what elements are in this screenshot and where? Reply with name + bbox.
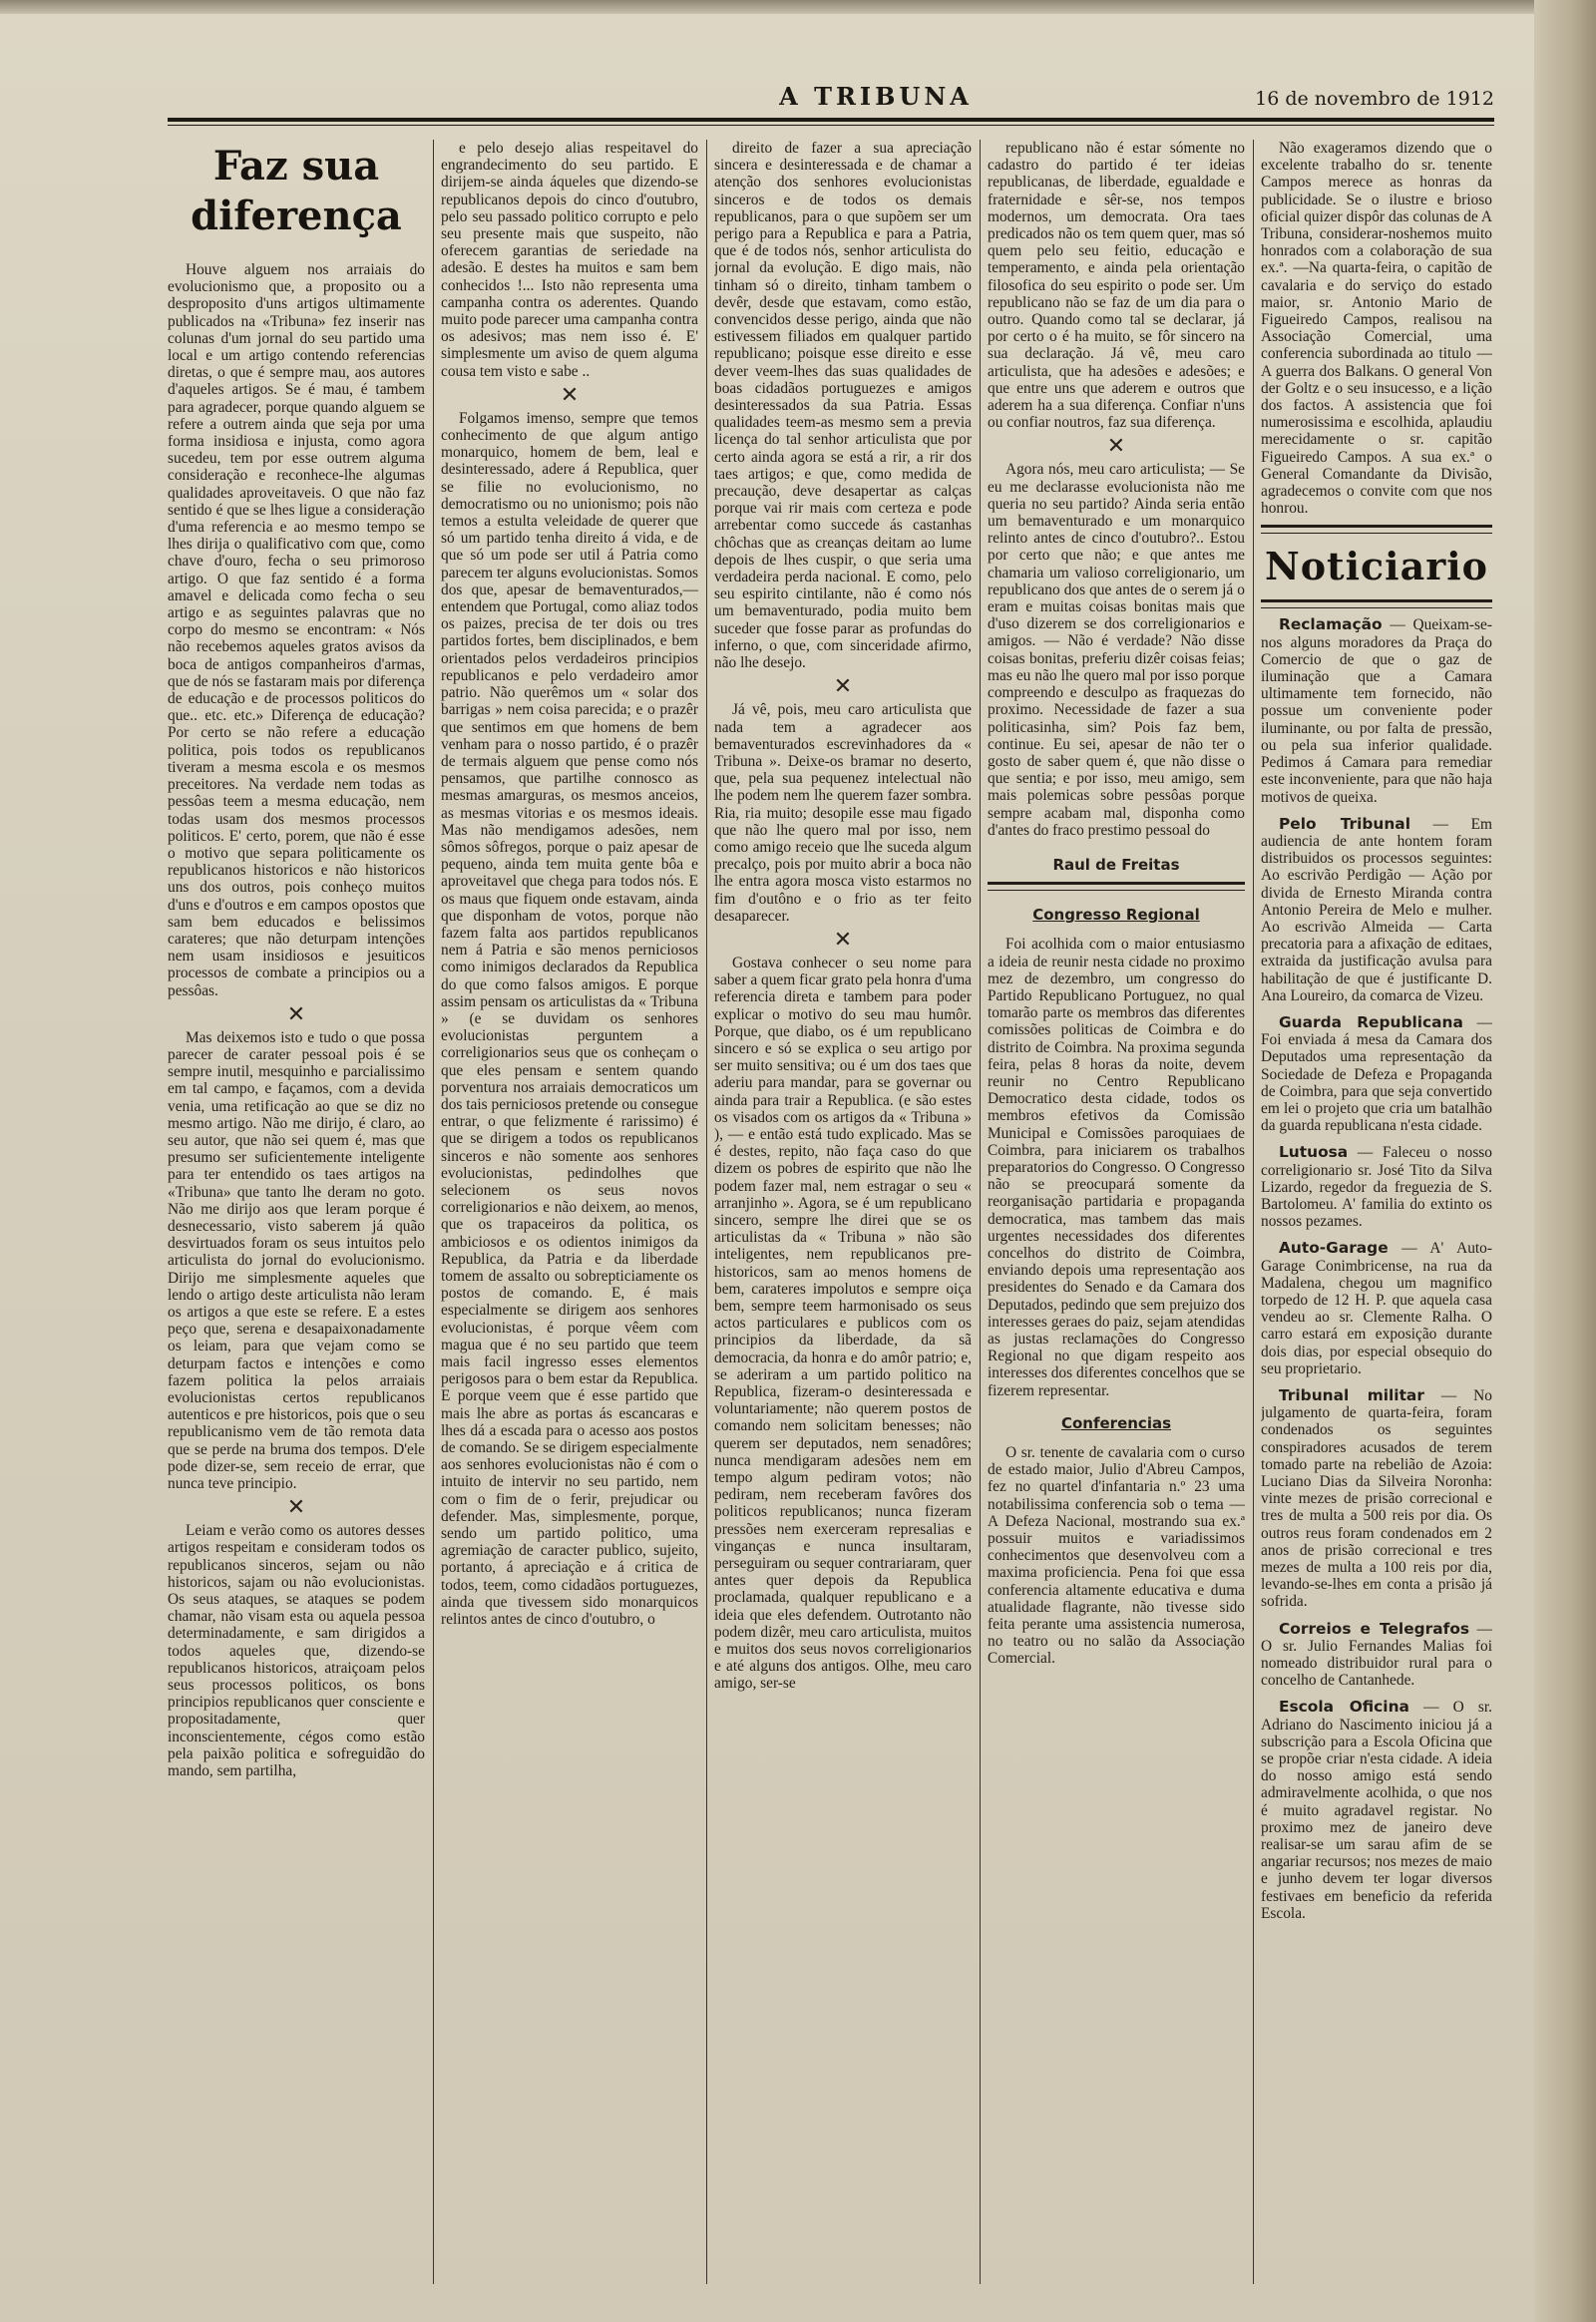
noticiario-title: Noticiario	[1264, 544, 1489, 589]
section-rule	[1261, 599, 1492, 608]
section-separator: ✕	[833, 926, 853, 952]
news-text: — No julgamento de quarta-feira, foram condenados os seguintes conspiradores acusados de terem tomado parte na rebelião de Azoia: Luciano Dias da Silveira Noronha: vinte mezes de prisão correcional e tres de multa a 500 reis por dia. Os outros reus foram condenados em 2 anos de prisão correcional e tres mezes de multa a 100 reis por dia, levando-se-lhes em conta a prisão já sofrida.	[1261, 1387, 1492, 1611]
section-rule	[1261, 525, 1492, 534]
section-title: Conferencias	[1060, 1413, 1172, 1432]
news-item	[1261, 1014, 1492, 1134]
news-headline: Auto-Garage	[1279, 1239, 1389, 1258]
news-text: — A' Auto-Garage Conimbricense, na rua da Madalena, chegou um magnifico torpedo de 12 H. P. que aquela casa vendeu ao sr. Clemente Ralha. O carro estará em exposição durante dois dias, por especial obsequio do seu proprietario.	[1261, 1240, 1492, 1377]
news-item	[1261, 1144, 1492, 1230]
news-headline: Guarda Republicana	[1279, 1012, 1463, 1031]
news-item	[1261, 1240, 1492, 1377]
article-text: Mas deixemos isto e tudo o que possa parecer de carater pessoal pois é se sempre inutil, mesquinho e parcialissimo em tal campo, e façamos, com a devida venia, uma retificação ao que se diz no mesmo artigo. Não me dirijo, é claro, ao seu autor, que não sei quem é, mas que presumo ser suficientemente inteligente para ter entendido os taes artigos na «Tribuna» que tanto lhe deram no goto. Não me dirijo aos que leram porque é desnecessario, visto saberem já quão desvirtuados foram os seus intuitos pelo articulista do jornal do evolucionismo. Dirijo me simplesmente aqueles que lendo o artigo deste articulista não leram os artigos a que este se refere. E a estes peço que, serena e desapaixonadamente os leiam, para que vejam como se deturpam factos e intenções e como fazem politica la pelos arraiais evolucionistas certos republicanos autenticos e pre historicos, pois que o seu republicanismo vem de tão remota data que se perde na bruma dos tempos. D'ele pode dizer-se, sem receio de errar, que nunca teve principio.	[168, 1028, 425, 1493]
article-text: Houve alguem nos arraiais do evolucionismo que, a proposito ou a desproposito d'uns artigos ultimamente publicados na «Tribuna» fez inserir nas colunas d'um jornal do seu partido uma local e um artigo contendo referencias diretas, o que é sempre mau, aos autores d'aqueles artigos. Se é mau, é tambem para agradecer, porque quando alguem se refere a outrem ainda que seja por uma forma insidiosa e injusta, como agora sucedeu, tem por esse outrem alguma consideração e reconhece-lhe algumas qualidades aproveitaveis. O que não faz sentido é que se lhes ligue a consideração d'uma referencia e ao mesmo tempo se lhes dirija o qualificativo com que, como chave d'ouro, fecha o seu primoroso artigo. O que faz sentido é a forma amavel e delicada como fecha o seu artigo e as seguintes palavras que no corpo do mesmo se encontram: « Nós não recebemos aqueles gratos avisos da boca de antigos companheiros d'armas, que de nós se fastaram mais por diferença de educação e de processos politicos do que.. etc. etc.» Diferença de educação? Por certo se não refere a educação politica, pois todos os republicanos tiveram a mesma escola e os mesmos preceitores. Na verdade nem todas as pessôas teem a mesma educação, nem todas usam dos mesmos processos politicos. E' certo, porem, que não é esse o motivo que separa politicamente os republicanos historicos e não historicos uns dos outros, pois conheço muitos d'uns e d'outros e em campos opostos que sam bem educados e belissimos carateres; que não deturpam intenções nem usam insidiosos e jesuiticos processos de combate a principios ou a pessôas.	[168, 261, 425, 999]
article-text: direito de fazer a sua apreciação sincera e desinteressada e de chamar a atenção dos senhores evolucionistas sinceros e de todos os demais republicanos, para o que supõem ser um perigo para a Republica e para a Patria, que é de todos nós, senhor articulista do jornal da evolução. E digo mais, não tinham só o direito, tinham tambem o devêr, desde que estavam, como estão, convencidos desse perigo, ainda que não estivessem filiados em qualquer partido republicano; poisque esse direito e esse dever veem-lhes das suas qualidades de boas cidadãos portuguezes e amigos desinteressados da sua Patria. Essas qualidades teem-as mesmo sem a previa licença do tal senhor articulista que por certo ainda agora se está a rir, a rir dos taes artigos; e que, como medida de precaução, deve desapertar as calças porque vai rir mais com certeza e pode arrebentar como succede ás castanhas chôchas que as creanças deitam ao lume depois de lhes cuspir, o que seria uma verdadeira perda nacional. E como, pelo seu espirito cintilante, não é como nós um bemaventurado, podia muito bem suceder que fosse parar as profundas do inferno, o que, com sinceridade afirmo, não lhe desejo.	[714, 140, 972, 672]
column-4	[988, 140, 1245, 2284]
page-right-edge	[1534, 0, 1596, 2322]
column-divider	[706, 140, 707, 2284]
article-text: Gostava conhecer o seu nome para saber a quem ficar grato pela honra d'uma referencia direta e tambem para poder explicar o motivo do seu mau humôr. Porque, que diabo, os é um republicano sincero e só se explica o seu artigo por ser muito sensitiva; ou é um dos taes que aderiu para mandar, para se governar ou ainda para trair a Republica. (e são estes os visados com os artigos da « Tribuna » ), — e então está tudo explicado. Mas se é destes, repito, não faça caso do que dizem os pobres de espirito que não lhe podem fazer mal, nem estragar o seu « arranjinho ». Agora, se é um republicano sincero, sempre lhe direi que se os articulistas da « Tribuna » não são inteligentes, nem republicanos pre-historicos, sam ao menos homens de bem, carateres impolutos e sempre oiça bem, sempre teem harmonisado os seus actos particulares e publicos com os principios da liberdade, da sã democracia, da honra e do amôr patrio; e, se aderiram a um partido politico na Republica, fizeram-o desinteressada e voluntariamente; não querem postos de comando nem solicitam benesses; não querem ser deputados, nem senadôres; nunca mendigaram adesões nem em tempo algum pediram votos; não pediram, nem receberam favôres dos politicos republicanos; nunca fizeram pressões nem exerceram represalias e vinganças e nunca insultaram, perseguiram ou sequer contrariaram, quer antes quer depois da Republica proclamada, qualquer republicano e a ideia que eles defendem. Outrotanto não podem dizêr, meu caro articulista, muitos e muitos dos seus novos correligionarios e até alguns dos antigos. Olhe, meu caro amigo, ser-se	[714, 954, 972, 1693]
news-item	[1261, 816, 1492, 1004]
column-divider	[980, 140, 981, 2284]
column-divider	[1253, 140, 1254, 2284]
article-text: Não exageramos dizendo que o excelente trabalho do sr. tenente Campos merece as honras da publicidade. Se o ilustre e brioso oficial quizer dispôr das colunas de A Tribuna, considerar-noshemos muito honrados com a colaboração de sua ex.ª. —Na quarta-feira, o capitão de cavalaria e do serviço do estado maior, sr. Antonio Mario de Figueiredo Campos, realisou na Associação Comercial, uma conferencia subordinada ao titulo — A guerra dos Balkans. O general Von der Goltz e o seu insucesso, e a lição dos factos. A assistencia que foi numerosissima e escolhida, aplaudiu merecidamente o sr. capitão Figueiredo Campos. A sua ex.ª o General Comandante da Divisão, agradecemos o convite com que nos honrou.	[1261, 140, 1492, 518]
article-title: Faz sua diferença	[191, 143, 402, 239]
section-separator: ✕	[833, 673, 853, 699]
section-separator: ✕	[1106, 433, 1126, 459]
page-header	[168, 82, 1494, 122]
article-text: Já vê, pois, meu caro articulista que nada tem a agradecer aos bemaventurados escrevinhadores da « Tribuna ». Deixe-os bramar no deserto, que, pela sua pequenez intelectual não lhe podem nem lhe querem fazer sombra. Ria, ria muito; desopile esse mau figado que não lhe quero mal por isso, nem como amigo receio que lhe suceda algum precalço, pois por muito abrir a boca não lhe entra agora mosca visto estarmos no fim d'outôno e o frio as ter feito desaparecer.	[714, 701, 972, 925]
news-text: — O sr. Julio Fernandes Malias foi nomeado distribuidor rural para o concelho de Cantanhede.	[1261, 1620, 1492, 1690]
news-headline: Pelo Tribunal	[1279, 814, 1410, 833]
column-5	[1261, 140, 1492, 2284]
news-text: — O sr. Adriano do Nascimento iniciou já a subscrição para a Escola Oficina que se propõe criar n'esta cidade. A ideia do nosso amigo está sendo admiravelmente acolhida, o que nos é muito agradavel registar. No proximo mez de janeiro deve realisar-se um sarau afim de se angariar recursos; nos mezes de maio e junho devem ter logar diversos festivaes em beneficio da referida Escola.	[1261, 1699, 1492, 1922]
masthead: A TRIBUNA	[779, 82, 973, 111]
article-text: Foi acolhida com o maior entusiasmo a ideia de reunir nesta cidade no proximo mez de dezembro, um congresso do Partido Republicano Portuguez, no qual tomarão parte os membros das diferentes comissões politicas de Coimbra e do distrito de Coimbra. Na proxima segunda feira, pelas 8 horas da noite, devem reunir no Centro Republicano Democratico desta cidade, todos os membros efetivos da Comissão Municipal e Comissões paroquiaes de Coimbra, para iniciarem os trabalhos preparatorios do Congresso. O Congresso não se preocupará somente da reorganisação partidaria e propaganda democratica, mas tambem das mais urgentes necessidades dos diferentes concelhos do distrito de Coimbra, enviando depois uma representação aos presidentes do Senado e da Camara dos Deputados, pedindo que sem prejuizo dos interesses geraes do paiz, sejam atendidas as justas reclamações do Congresso Regional no que digam respeito aos interesses dos diferentes concelhos que se fizerem representar.	[988, 936, 1245, 1399]
section-title: Congresso Regional	[1032, 906, 1200, 925]
section-separator: ✕	[560, 381, 580, 407]
page-top-edge	[0, 0, 1596, 14]
section-separator: ✕	[286, 1000, 306, 1026]
column-1	[168, 140, 425, 2284]
article-text: O sr. tenente de cavalaria com o curso de estado maior, Julio d'Abreu Campos, fez no quartel d'infantaria n.º 23 uma notabilissima conferencia sob o tema — A Defeza Nacional, mostrando sua ex.ª possuir muitos e variadissimos conhecimentos que desenvolveu com a maxima proficiencia. Pena foi que essa conferencia altamente educativa e duma atualidade flagrante, não tivesse sido feita perante uma assistencia numerosa, no teatro ou no salão da Associação Comercial.	[988, 1444, 1245, 1668]
news-item	[1261, 1387, 1492, 1611]
news-item	[1261, 616, 1492, 805]
header-rule-thin	[168, 125, 1494, 126]
column-2	[441, 140, 698, 2284]
column-divider	[433, 140, 434, 2284]
article-text: Folgamos imenso, sempre que temos conhecimento de que algum antigo monarquico, homem de bem, leal e desinteressado, adere á Republica, quer se filie no evolucionismo, no democratismo ou no unionismo; pois não temos a estulta veleidade de querer que só um partido tenha direito á vida, e de que só um pode ser util á Patria como parecem ter alguns evolucionistas. Somos dos que, apesar de bemaventurados,—entendem que Portugal, como aliaz todos os paizes, precisa de ter dois ou tres partidos fortes, bem disciplinados, e bem orientados pelos verdadeiros principios republicanos e pelo verdadeiro amor patrio. Não querêmos um « solar dos barrigas » nem coisa parecida; e o prazêr que sentimos em que homens de bem venham para o nosso partido, é o prazêr de termais alguem que pense como nós pensamos, que partilhe connosco as mesmas amarguras, os mesmos anceios, as mesmas vitorias e os mesmos ideais. Mas não mendigamos adesões, nem sômos sôfregos, porque o paiz apesar de pequeno, ainda tem muita gente bôa e aproveitavel que chega para todos nós. E os maus que fiquem onde estavam, ainda que disponham de votos, porque não fazem falta aos partidos republicanos nem á Patria e são menos perniciosos como inimigos declarados da Republica do que como falsos amigos. E porque assim pensam os articulistas da « Tribuna » (e se duvidam os senhores evolucionistas perguntem a correligionarios seus que os conheçam o que eles pensam e sentem quando porventura nos arraiais democraticos um dos tais perniciosos pretende ou consegue entrar, o que felizmente é rarissimo) é que se dirigem a todos os republicanos sinceros e não somente aos senhores evolucionistas, pedindolhes que selecionem os seus novos correligionarios e não deixem, ao menos, que os trapaceiros da politica, os ambiciosos e os odientos inimigos da Republica, da Patria e da liberdade tomem de assalto ou sobrepticiamente os postos de comando. E, é mais especialmente se dirigem aos senhores evolucionistas, é porque vêem com magua que é no seu partido que teem mais facil ingresso esses elementos perigosos para o bem estar da Republica. E porque veem que é esse partido que mais lhe abre as portas ás escancaras e lhes dá a escada para o acesso aos postos de comando. Se se dirigem especialmente aos senhores evolucionistas não é com o intuito de intervir no seu partido, nem com o fim de o ferir, prejudicar ou defender. Mas, simplesmente, porque, sendo um partido politico, uma agremiação de caracter publico, sujeito, portanto, á apreciação e á critica de todos, teem, como cidadãos portuguezes, ainda que tivessem sido monarquicos relintos antes de cinco d'outubro, o	[441, 409, 698, 1629]
article-text: Agora nós, meu caro articulista; — Se eu me declarasse evolucionista não me queria no seu partido? Ainda seria então um bemaventurado e um monarquico relinto antes de cinco d'outubro?.. Estou por certo que não; e que antes me chamaria um valioso correligionario, um republicano dos que antes de o serem já o eram e muitas coisas bonitas mais que d'uso dizerem se dos correligionarios e amigos. — Não é verdade? Não disse coisas bonitas, preferiu dizêr coisas feias; mas eu não lhe quero mal por isso porque compreendo e desculpo as fraquezas do proximo. Necessidade de fazer a sua politicasinha, sim? Pois faz bem, continue. Eu sei, apesar de não ter o gosto de saber quem é, que não disse o que sentia; e por isso, meu amigo, sem mais polemicas sobre pessôas porque sempre acabam mal, disponha como d'antes do fraco prestimo pessoal do	[988, 461, 1245, 839]
news-item	[1261, 1621, 1492, 1690]
issue-date: 16 de novembro de 1912	[1255, 88, 1494, 110]
article-text: Leiam e verão como os autores desses artigos respeitam e consideram todos os republicanos sinceros, sejam ou não historicos, sajam ou não evolucionistas. Os seus ataques, se ataques se podem chamar, não visam esta ou aquela pessoa determinadamente, e sam dirigidos a todos aqueles que, dizendo-se republicanos historicos, atraiçoam pelos seus processos politicos, os bons principios republicanos quer consciente e propositadamente, quer inconscientemente, cégos como estão pela paixão politica e sofreguidão do mando, sem partilha,	[168, 1522, 425, 1780]
news-text: — Foi enviada á mesa da Camara dos Deputados uma representação da Sociedade de Defeza e Propaganda de Coimbra, para que seja convertido em lei o projeto que cria um batalhão da guarda republicana n'esta cidade.	[1261, 1013, 1492, 1135]
news-text: — Em audiencia de ante hontem foram distribuidos os processos seguintes: Ao escrivão Perdigão — Ação por divida de Ernesto Miranda contra Antonio Pereira de Melo e mulher. Ao escrivão Almeida — Carta precatoria para a afixação de editaes, extraida da justificação avulsa para habilitação de que é justificante D. Ana Loureiro, da comarca de Vizeu.	[1261, 815, 1492, 1004]
author-signature: Raul de Freitas	[1052, 855, 1180, 874]
news-headline: Escola Oficina	[1279, 1698, 1409, 1717]
news-text: — Queixam-se-nos alguns moradores da Praça do Comercio de que o gaz de iluminação que a Camara ultimamente tem fornecido, não possue um conveniente poder iluminante, ou por falta de pressão, ou pela sua inferior qualidade. Pedimos á Camara para remediar este inconveniente, para que não haja motivos de queixa.	[1261, 616, 1492, 806]
article-text: republicano não é estar sómente no cadastro do partido é ter ideias republicanas, de liberdade, egualdade e fraternidade e sêr-se, nos tempos modernos, um democrata. Ora taes predicados não os tem quem quer, mas só quem pelo seu feitio, educação e temperamento, e ainda pela orientação filosofica do seu espirito o pode ser. Um republicano não se faz de um dia para o outro. Quando como tal se declarar, já por certo o é ha muito, se fôr sincero na sua declaração. Já vê, meu caro articulista, que ha adesões e adesões; e que entre uns que aderem e outros que aderem ha a sua diferença. Confiar n'uns ou confiar noutros, faz sua diferença.	[988, 140, 1245, 432]
article-text: e pelo desejo alias respeitavel do engrandecimento do seu partido. E dirijem-se ainda áqueles que dizendo-se republicanos depois do cinco d'outubro, pelo seu passado politico corrupto e pelo seu presente mais que suspeito, não oferecem garantias de seriedade na adesão. E destes ha muitos e sam bem conhecidos !... Isto não representa uma campanha contra os aderentes. Quando muito pode parecer uma campanha contra os adesivos; mas nem isso é. E' simplesmente um aviso de quem alguma cousa tem visto e sabe ..	[441, 140, 698, 380]
news-headline: Lutuosa	[1279, 1143, 1349, 1162]
header-rule	[168, 118, 1494, 122]
news-headline: Tribunal militar	[1279, 1386, 1424, 1404]
section-separator: ✕	[286, 1494, 306, 1520]
news-item	[1261, 1699, 1492, 1922]
news-text: — Faleceu o nosso correligionario sr. José Tito da Silva Lizardo, regedor da freguezia de S. Bartolomeu. A' familia do extinto os nossos pezames.	[1261, 1144, 1492, 1231]
news-headline: Correios e Telegrafos	[1279, 1619, 1470, 1638]
section-rule	[988, 882, 1245, 891]
news-headline: Reclamação	[1279, 615, 1383, 634]
column-3	[714, 140, 972, 2284]
